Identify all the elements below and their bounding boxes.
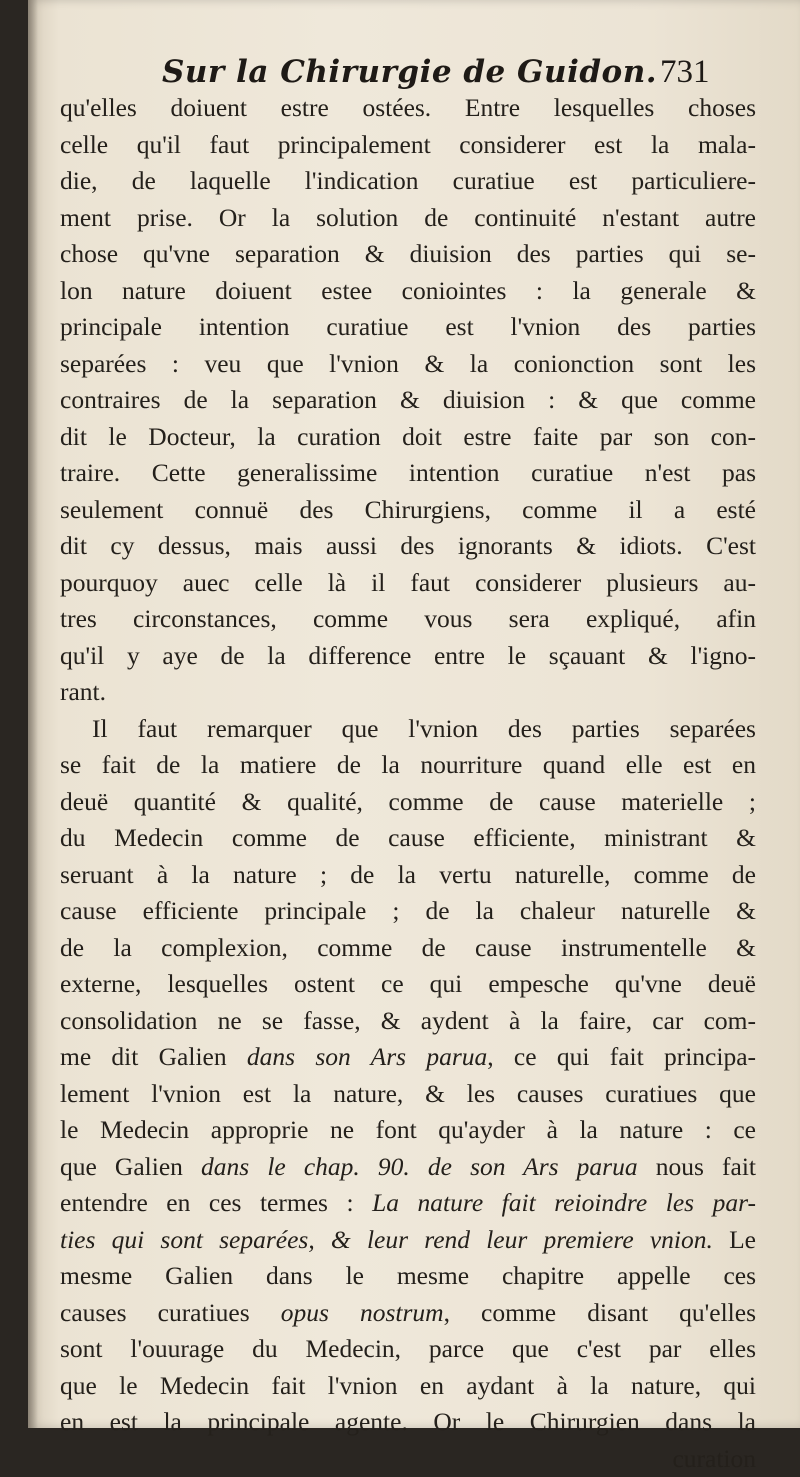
text-segment: chose qu'vne separation & diuision des parties qui se- [60,239,756,268]
text-line [60,820,756,857]
text-line [60,1404,756,1441]
text-segment: Le [713,1225,756,1254]
italic-text: dans le chap. 90. de son Ars parua [201,1152,638,1181]
text-segment: en est la principale agente. Or le Chirurgien dans la [60,1407,756,1436]
text-line [60,893,756,930]
text-segment: sont l'ouurage du Medecin, parce que c'est par elles [60,1334,756,1363]
text-line [60,1222,756,1259]
text-line [60,200,756,237]
text-line [60,1258,756,1295]
text-segment: consolidation ne se fasse, & aydent à la faire, car com- [60,1006,756,1035]
text-line [60,1149,756,1186]
text-line [60,236,756,273]
catchword: curation [60,1441,756,1477]
text-segment: die, de laquelle l'indication curatiue est particuliere- [60,166,756,195]
text-segment: dit cy dessus, mais aussi des ignorants & idiots. C'est [60,531,756,560]
text-segment: , comme disant qu'elles [444,1298,756,1327]
text-line [60,674,756,711]
text-line [60,346,756,383]
text-segment: mesme Galien dans le mesme chapitre appelle ces [60,1261,756,1290]
text-line [60,419,756,456]
text-line [60,857,756,894]
text-line [60,127,756,164]
text-segment: traire. Cette generalissime intention curatiue n'est pas [60,458,756,487]
text-segment: de la complexion, comme de cause instrumentelle & [60,933,756,962]
text-segment: cause efficiente principale ; de la chaleur naturelle & [60,896,756,925]
text-segment: que Galien [60,1152,201,1181]
italic-text: dans son Ars parua [247,1042,487,1071]
text-line [60,747,756,784]
text-line [60,1112,756,1149]
text-segment: qu'elles doiuent estre ostées. Entre lesquelles choses [60,93,756,122]
text-segment: du Medecin comme de cause efficiente, ministrant & [60,823,756,852]
text-segment: qu'il y aye de la difference entre le sçauant & l'igno- [60,641,756,670]
text-line [60,1368,756,1405]
text-line [60,930,756,967]
text-line [60,492,756,529]
text-line [60,1076,756,1113]
book-page [28,0,800,1428]
text-line [60,528,756,565]
text-segment: Il faut remarquer que l'vnion des parties separées [92,714,756,743]
text-segment: dit le Docteur, la curation doit estre faite par son con- [60,422,756,451]
text-line [60,90,756,127]
text-line [60,601,756,638]
text-segment: , ce qui fait principa- [487,1042,756,1071]
text-segment: se fait de la matiere de la nourriture quand elle est en [60,750,756,779]
page-number: 731 [660,54,710,91]
text-segment: causes curatiues [60,1298,281,1327]
text-segment: celle qu'il faut principalement considerer est la mala- [60,130,756,159]
text-segment: seulement connuë des Chirurgiens, comme il a esté [60,495,756,524]
text-segment: seruant à la nature ; de la vertu naturelle, comme de [60,860,756,889]
text-segment: pourquoy auec celle là il faut considerer plusieurs au- [60,568,756,597]
text-line [60,163,756,200]
text-line [60,1331,756,1368]
text-segment: externe, lesquelles ostent ce qui empesche qu'vne deuë [60,969,756,998]
italic-text: opus nostrum [281,1298,444,1327]
text-segment: ment prise. Or la solution de continuité n'estant autre [60,203,756,232]
text-segment: le Medecin approprie ne font qu'ayder à la nature : ce [60,1115,756,1144]
body-text [60,90,756,1477]
text-segment: deuë quantité & qualité, comme de cause materielle ; [60,787,756,816]
text-line [60,638,756,675]
text-segment: nous fait [638,1152,756,1181]
text-segment: que le Medecin fait l'vnion en aydant à la nature, qui [60,1371,756,1400]
text-segment: me dit Galien [60,1042,247,1071]
text-segment: rant. [60,677,106,706]
text-line [60,565,756,602]
text-segment: principale intention curatiue est l'vnion des parties [60,312,756,341]
text-line [60,1295,756,1332]
text-line [60,1003,756,1040]
text-segment: contraires de la separation & diuision : & que comme [60,385,756,414]
text-line [60,784,756,821]
text-line [60,273,756,310]
text-segment: entendre en ces termes : [60,1188,372,1217]
text-line [60,1039,756,1076]
text-line [60,1185,756,1222]
text-line [60,455,756,492]
text-segment: separées : veu que l'vnion & la conionction sont les [60,349,756,378]
text-line [60,382,756,419]
text-line [60,966,756,1003]
text-segment: lon nature doiuent estee coniointes : la generale & [60,276,756,305]
text-line [60,309,756,346]
text-segment: tres circonstances, comme vous sera expliqué, afin [60,604,756,633]
running-title: Sur la Chirurgie de Guidon. [162,54,657,90]
italic-text: ties qui sont separées, & leur rend leur premiere vnion. [60,1225,713,1254]
text-segment: lement l'vnion est la nature, & les causes curatiues que [60,1079,756,1108]
italic-text: La nature fait reioindre les par- [372,1188,756,1217]
text-line [60,711,756,748]
